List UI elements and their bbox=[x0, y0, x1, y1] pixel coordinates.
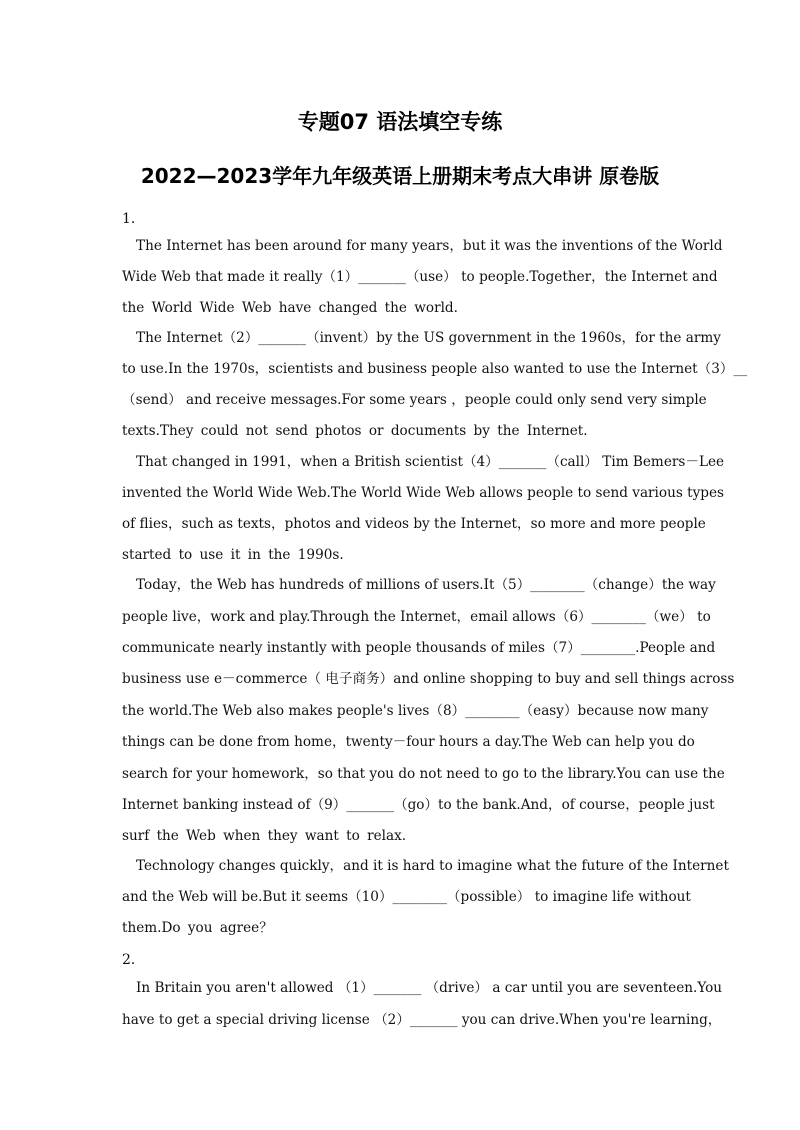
passage-line: and the Web will be.But it seems（10）________（possible） to imagine life without bbox=[122, 889, 691, 905]
passage-line: In Britain you aren't allowed （1）_______ （drive） a car until you are seventeen.You bbox=[136, 980, 723, 996]
passage-line: surf the Web when they want to relax. bbox=[122, 828, 407, 844]
passage-line: communicate nearly instantly with people thousands of miles（7）________.People and bbox=[122, 640, 716, 656]
passage-line: them.Do you agree？ bbox=[122, 920, 273, 936]
passage-line: have to get a special driving license （2）_______ you can drive.When you're learning， bbox=[122, 1012, 722, 1028]
passage-line: search for your homework，so that you do not need to go to the library.You can use the bbox=[122, 766, 725, 782]
passage-line: （send） and receive messages.For some years ，people could only send very simple bbox=[122, 392, 707, 408]
passage-line: Technology changes quickly，and it is hard to imagine what the future of the Internet bbox=[136, 858, 729, 874]
passage-line: Internet banking instead of（9）_______（go）to the bank.And，of course，people just bbox=[122, 797, 715, 813]
passage-line: Wide Web that made it really（1）_______（use） to people.Together，the Internet and bbox=[122, 269, 718, 285]
page-title: 专题07 语法填空专练 bbox=[297, 110, 503, 134]
passage-line: Today，the Web has hundreds of millions of users.It（5）________（change）the way bbox=[136, 577, 716, 593]
passage-line: The Internet has been around for many years，but it was the inventions of the World bbox=[136, 238, 723, 254]
passage-line: to use.In the 1970s，scientists and business people also wanted to use the Internet（3）__ bbox=[122, 361, 748, 377]
page-subtitle: 2022—2023学年九年级英语上册期末考点大串讲 原卷版 bbox=[140, 164, 660, 188]
passage-line: people live，work and play.Through the Internet，email allows（6）________（we） to bbox=[122, 609, 711, 625]
passage-line: of flies，such as texts，photos and videos by the Internet，so more and more people bbox=[122, 516, 706, 532]
passage-line: the world.The Web also makes people's lives（8）________（easy）because now many bbox=[122, 703, 709, 719]
passage-line: The Internet（2）_______（invent）by the US government in the 1960s，for the army bbox=[136, 330, 721, 346]
passage-line: business use e－commerce（ 电子商务）and online shopping to buy and sell things across bbox=[122, 671, 735, 687]
passage-line: started to use it in the 1990s. bbox=[122, 547, 344, 563]
passage-line: the World Wide Web have changed the world. bbox=[122, 300, 458, 316]
passage-line: That changed in 1991，when a British scientist（4）_______（call） Tim Bemers－Lee bbox=[136, 454, 725, 470]
question-number: 1． bbox=[122, 211, 145, 227]
question-number: 2． bbox=[122, 952, 145, 968]
passage-line: things can be done from home，twenty－four hours a day.The Web can help you do bbox=[122, 734, 695, 750]
passage-line: invented the World Wide Web.The World Wide Web allows people to send various types bbox=[122, 485, 725, 501]
passage-line: texts.They could not send photos or documents by the Internet. bbox=[122, 423, 588, 439]
